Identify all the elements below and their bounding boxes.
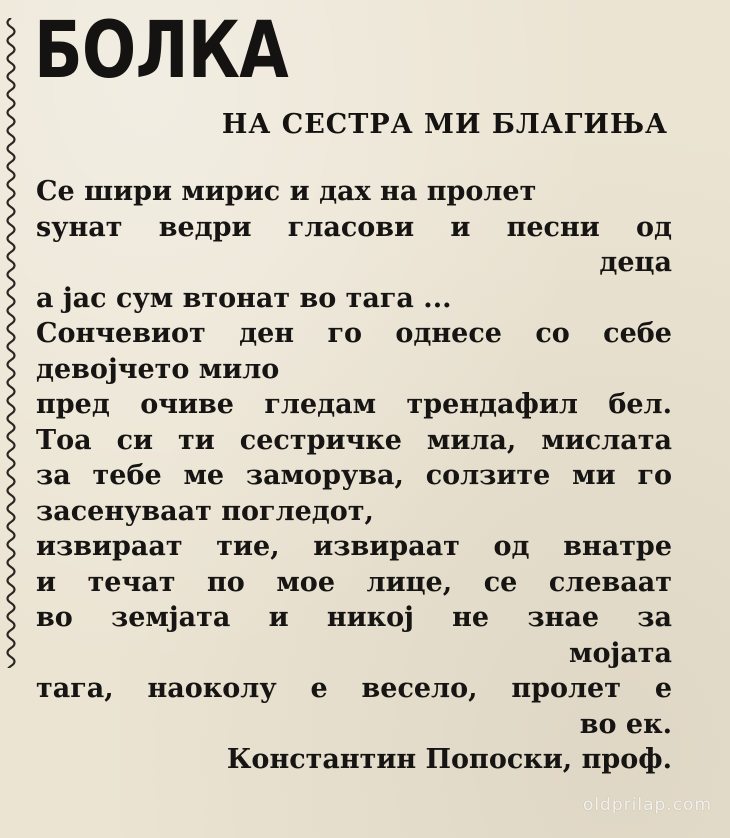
article-title: БОЛКА [34,6,288,96]
poem-line: а јас сум втонат во тага ... [36,282,452,314]
poem-line: во ек. [579,708,672,740]
poem-line: извираат тие, извираат од внатре [36,531,672,562]
poem-line: Се шири мирис и дах на пролет [36,176,537,207]
site-watermark: oldprilap.com [582,795,712,815]
poem-line: Тоа си ти сестричке мила, мислата [36,424,672,456]
poem-body [36,174,672,778]
poem-line: девојчето мило [36,353,280,385]
article-dedication: НА СЕСТРА МИ БЛАГИЊА [221,109,668,140]
poem-line: Сончевиот ден го однесе со себе [36,318,672,349]
poem-line: пред очиве гледам трендафил бел. [36,389,672,420]
poem-line: и течат по мое лице, се слеваат [36,566,672,598]
poem-line: за тебе ме заморува, солзите ми го [36,460,672,491]
poem-line: засенуваат погледот, [36,495,374,527]
poem-line: ѕунат ведри гласови и песни од [36,211,672,243]
poem-line: во земјата и никој не знае за [36,602,672,633]
article-author: Константин Попоски, проф. [226,744,672,775]
poem-line: деца [599,247,672,278]
poem-line: мојата [569,637,672,669]
poem-line: тага, наоколу е весело, пролет е [36,673,672,704]
